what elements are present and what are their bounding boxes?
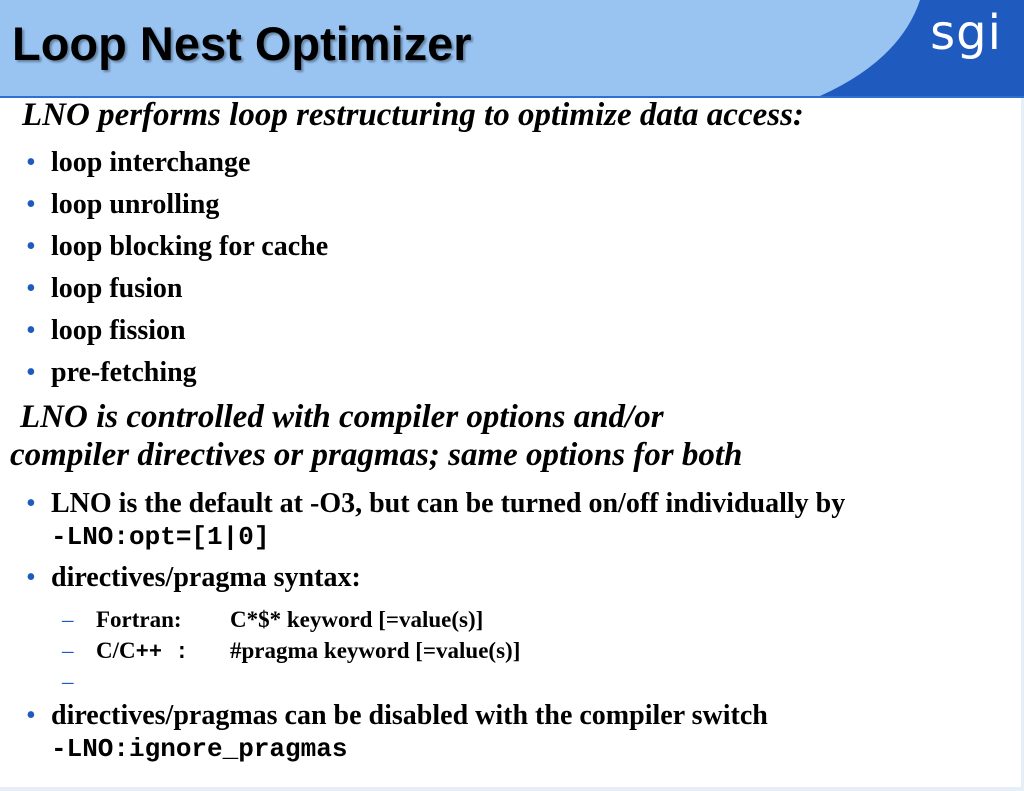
bullet-icon: • [26,231,36,262]
bullet-icon: • [26,700,36,731]
control-list [26,488,845,602]
bullet-icon: • [26,357,36,388]
disable-list [26,700,768,765]
bullet-icon: • [26,488,36,519]
list-item: • directives/pragma syntax: [26,562,361,593]
section1-heading: LNO performs loop restructuring to optimize data access: [22,97,804,133]
bottom-edge-shadow [0,787,1024,791]
bullet-icon: • [26,562,36,593]
lno-opt-code: -LNO:opt=[1|0] [51,522,270,552]
syntax-sublist [62,604,520,697]
list-item: • loop blocking for cache [26,227,328,269]
section2-heading-line1: LNO is controlled with compiler options and/or [20,399,664,435]
list-item: • loop fission [26,311,328,353]
list-item: • loop fusion [26,269,328,311]
ignore-pragmas-code: -LNO:ignore_pragmas [51,734,348,764]
list-item: • loop interchange [26,143,328,185]
list-item: • directives/pragmas can be disabled with the compiler switch -LNO:ignore_pragmas [26,700,768,764]
dash-icon: – [62,669,74,694]
list-item: • LNO is the default at -O3, but can be turned on/off individually by -LNO:opt=[1|0] [26,488,846,552]
sub-item-fortran: – Fortran: C*$* keyword [=value(s)] [62,604,520,635]
list-item: • pre-fetching [26,353,328,395]
bullet-icon: • [26,147,36,178]
bullet-icon: • [26,189,36,220]
dash-icon: – [62,607,74,632]
sub-item-empty [62,666,520,697]
optimization-list [26,143,328,395]
list-item: • loop unrolling [26,185,328,227]
dash-icon: – [62,638,74,663]
slide-header [0,0,1024,96]
section2-heading-line2: compiler directives or pragmas; same options for both [10,437,743,473]
sub-item-c: – C/C++ : #pragma keyword [=value(s)] [62,635,520,666]
sgi-logo: sgi [930,5,1002,61]
bullet-icon: • [26,315,36,346]
slide-title: Loop Nest Optimizer [12,17,472,70]
bullet-icon: • [26,273,36,304]
